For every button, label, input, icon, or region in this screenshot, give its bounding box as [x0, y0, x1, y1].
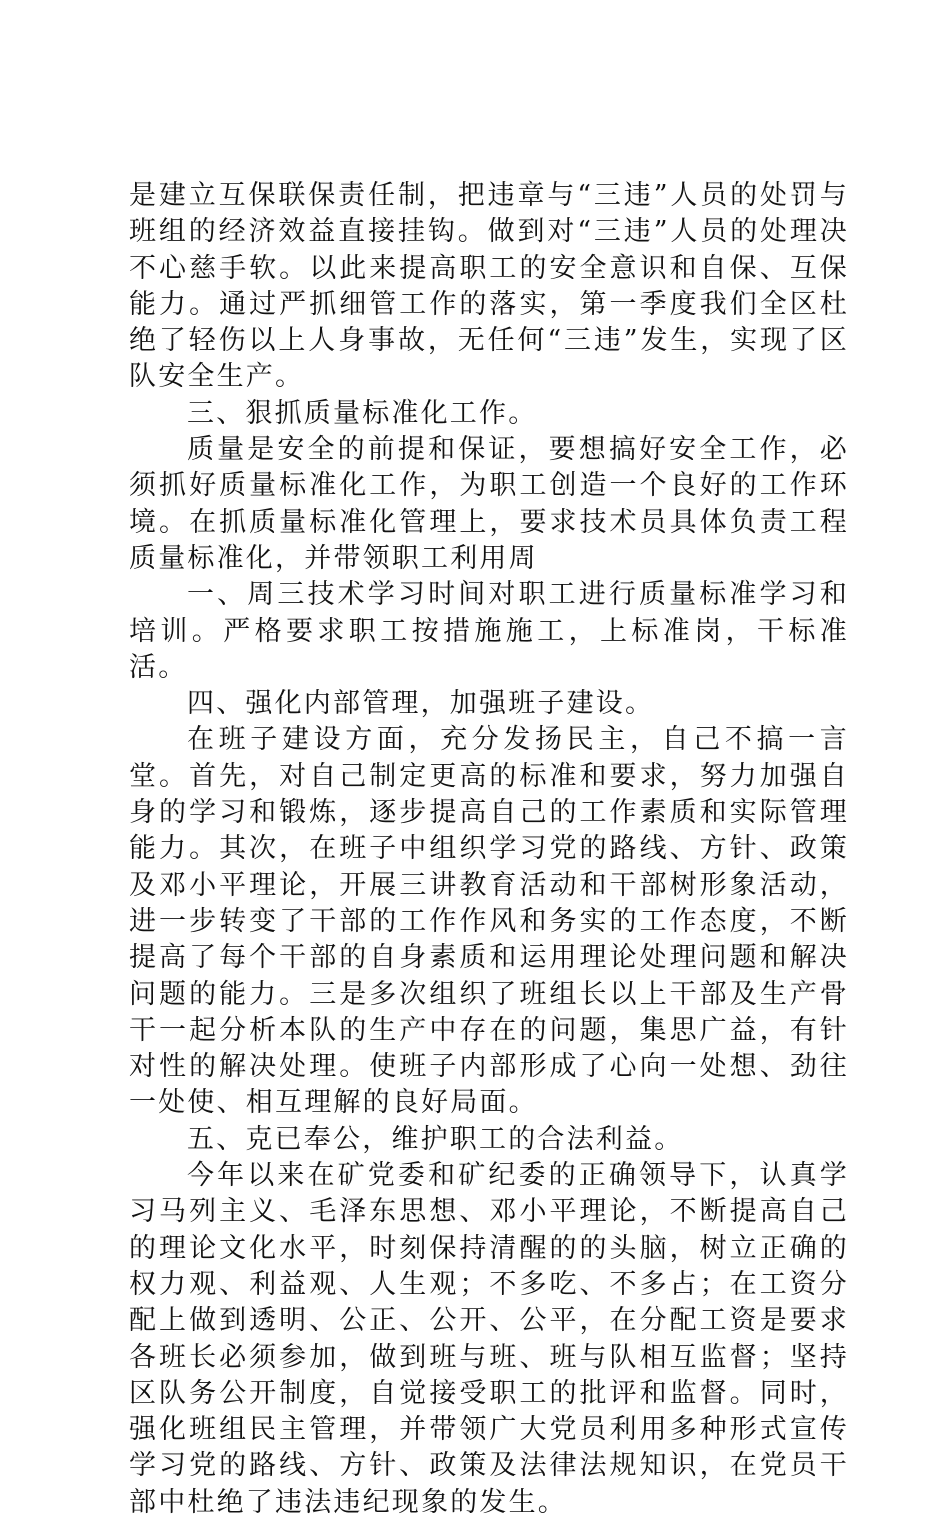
paragraph-integrity: 今年以来在矿党委和矿纪委的正确领导下，认真学习马列主义、毛泽东思想、邓小平理论，不断提高自己的理论文化水平，时刻保持清醒的的头脑，树立正确的权力观、利益观、人生观；不多吃、不多占；在工资分配上做到透明、公正、公开、公平，在分配工资是要求各班长必须参加，做到班与班、班与队相互监督；坚持区队务公开制度，自觉接受职工的批评和监督。同时，强化班组民主管理，并带领广大党员利用多种形式宣传学习党的路线、方针、政策及法律法规知识，在党员干部中杜绝了违法违纪现象的发生。 — [129, 1160, 849, 1518]
paragraph-management: 在班子建设方面，充分发扬民主，自己不搞一言堂。首先，对自己制定更高的标准和要求，努力加强自身的学习和锻炼，逐步提高自己的工作素质和实际管理能力。其次，在班子中组织学习党的路线、方针、政策及邓小平理论，开展三讲教育活动和干部树形象活动，进一步转变了干部的工作作风和务实的工作态度，不断提高了每个干部的自身素质和运用理论处理问题和解决问题的能力。三是多次组织了班组长以上干部及生产骨干一起分析本队的生产中存在的问题，集思广益，有针对性的解决处理。使班子内部形成了心向一处想、劲往一处使、相互理解的良好局面。 — [129, 724, 849, 1119]
section-heading-management: 四、强化内部管理，加强班子建设。 — [187, 688, 655, 720]
paragraph-quality: 质量是安全的前提和保证，要想搞好安全工作，必须抓好质量标准化工作，为职工创造一个良好的工作环境。在抓质量标准化管理上，要求技术员具体负责工程质量标准化，并带领职工利用周 — [129, 434, 849, 574]
paragraph-intro: 是建立互保联保责任制，把违章与“三违”人员的处罚与班组的经济效益直接挂钩。做到对“三违”人员的处理决不心慈手软。以此来提高职工的安全意识和自保、互保能力。通过严抓细管工作的落实，第一季度我们全区杜绝了轻伤以上人身事故，无任何“三违”发生，实现了区队安全生产。 — [129, 180, 849, 393]
paragraph-training: 一、周三技术学习时间对职工进行质量标准学习和培训。严格要求职工按措施施工，上标准岗，干标准活。 — [129, 579, 849, 683]
document-body — [129, 178, 849, 1521]
section-heading-integrity: 五、克已奉公，维护职工的合法利益。 — [187, 1123, 684, 1155]
section-heading-quality: 三、狠抓质量标准化工作。 — [187, 397, 538, 429]
